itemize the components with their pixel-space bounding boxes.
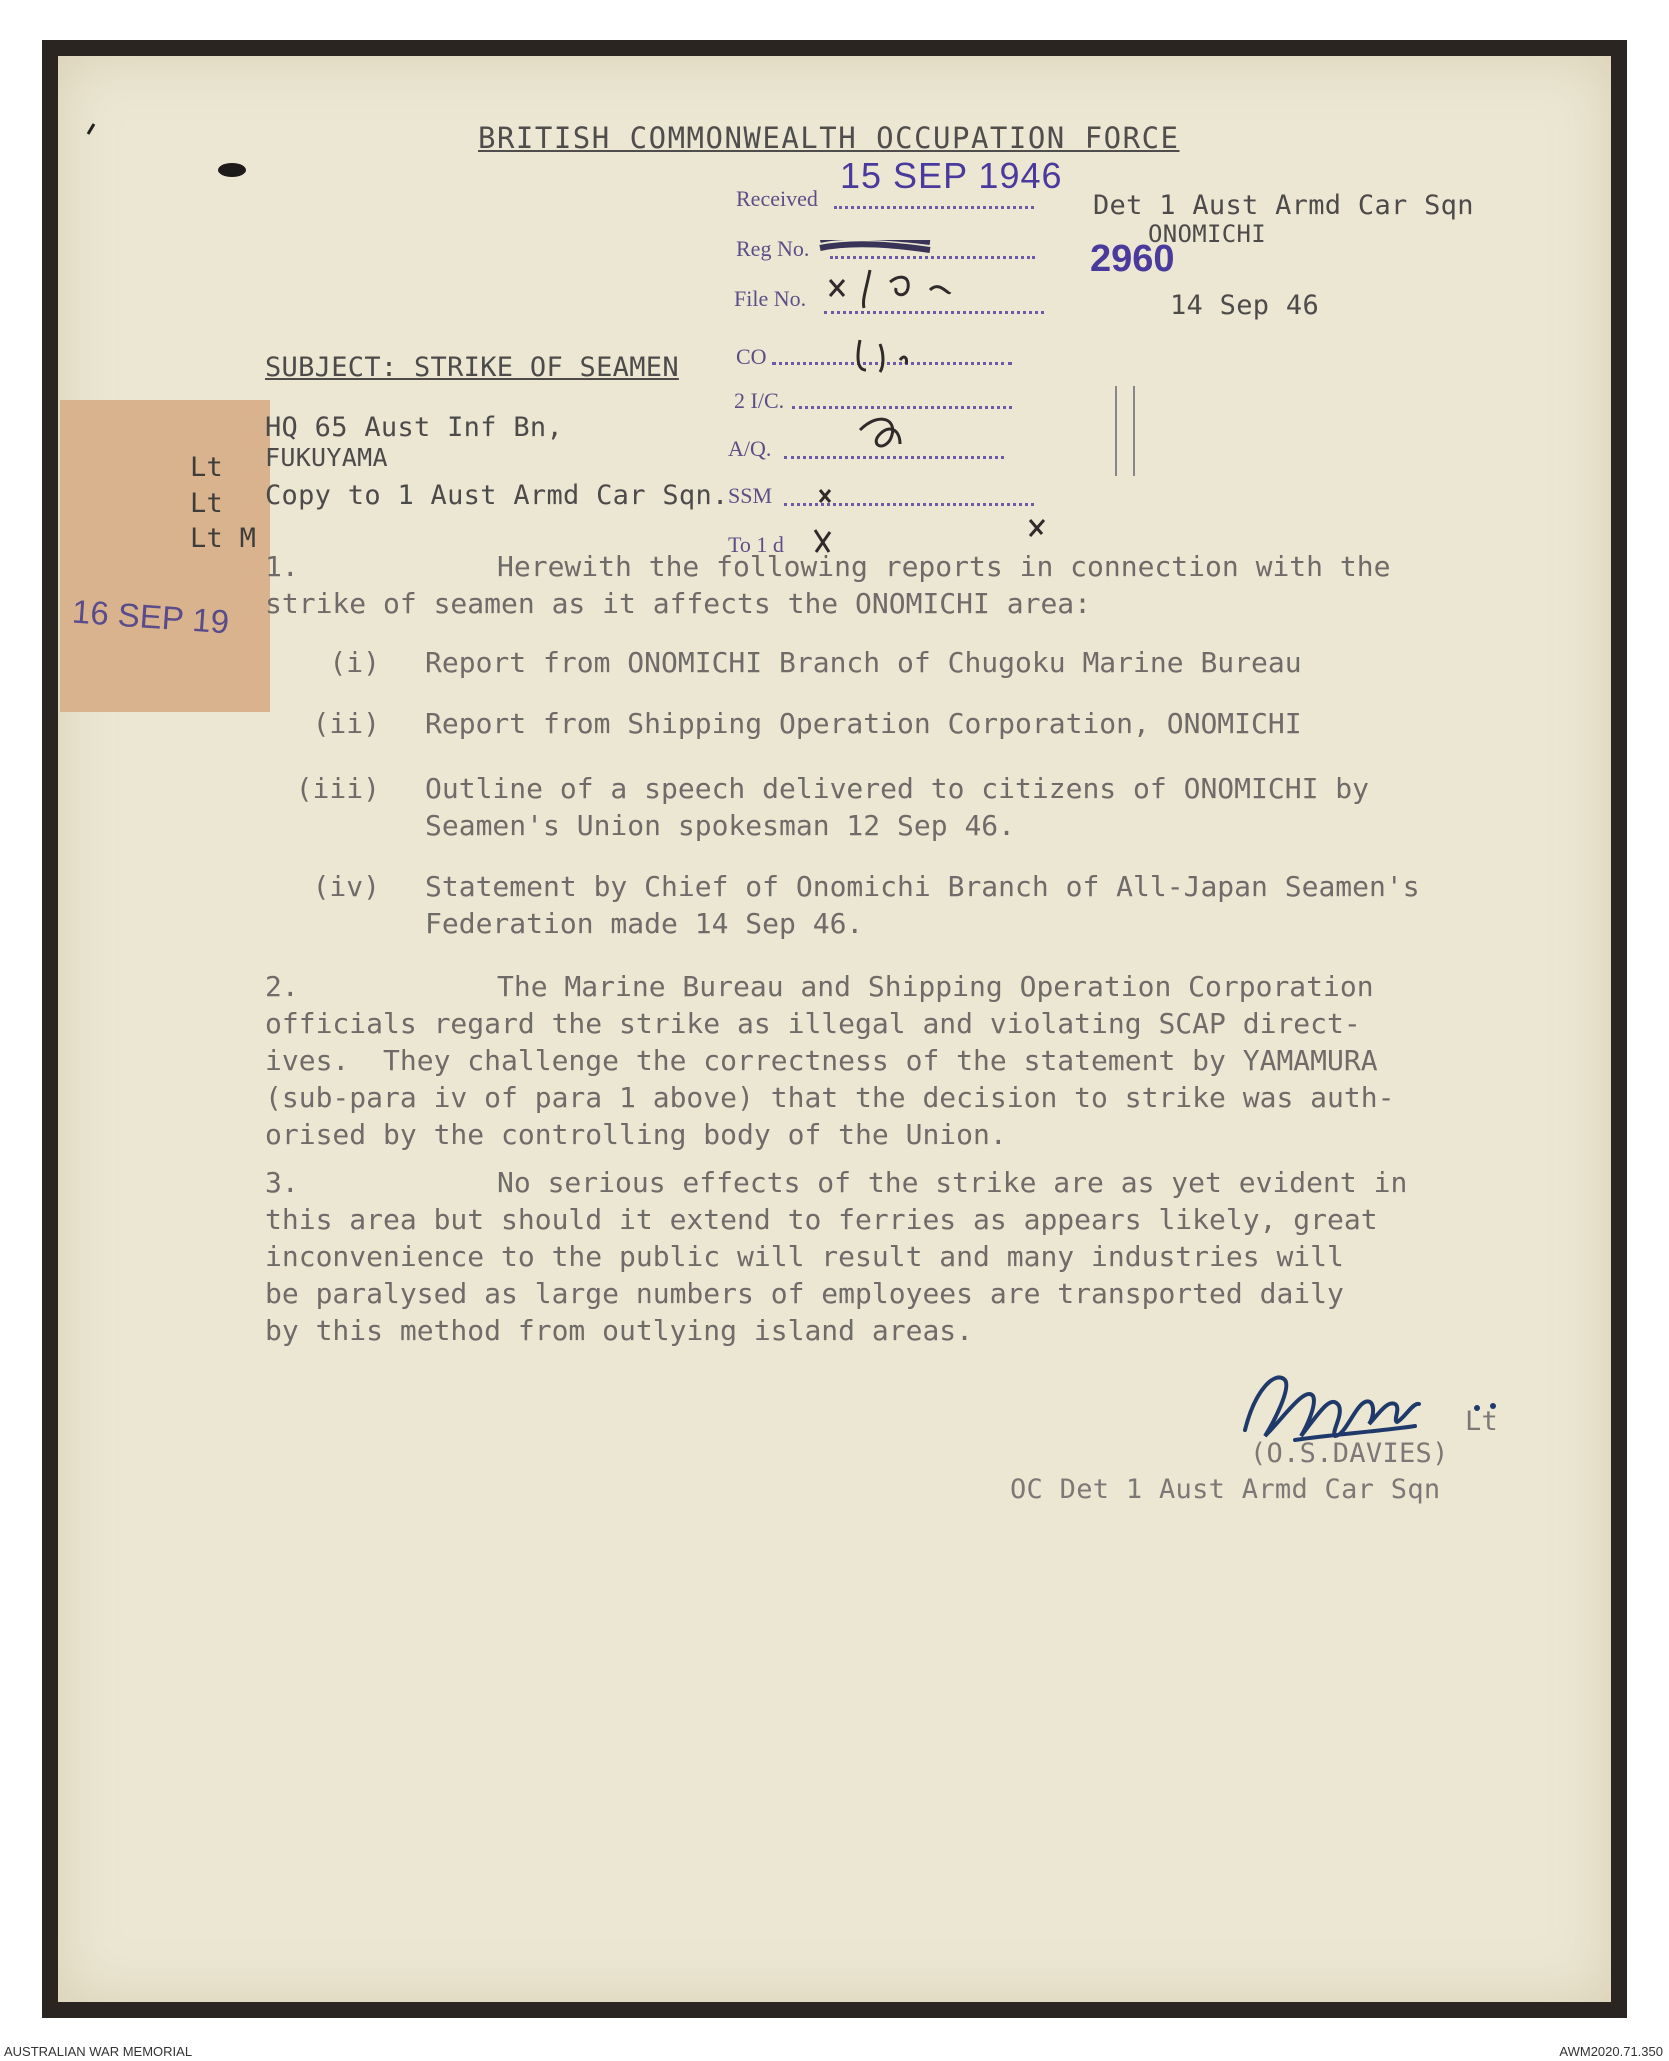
margin-note-2: Lt (190, 488, 224, 519)
paragraph-2-line-4: (sub-para iv of para 1 above) that the decision to strike was auth- (265, 1081, 1395, 1114)
side-date-stamp: 16 SEP 19 (70, 592, 231, 641)
paragraph-3-line-2: this area but should it extend to ferries as appears likely, great (265, 1203, 1378, 1236)
aq-label: A/Q. (728, 436, 772, 461)
stamp-handwriting (800, 240, 1100, 570)
received-label: Received (736, 186, 818, 211)
file-no-label: File No. (734, 286, 807, 311)
received-rule (834, 206, 1034, 209)
sub-item-text: Report from Shipping Operation Corporation, ONOMICHI (425, 707, 1302, 740)
document-heading: BRITISH COMMONWEALTH OCCUPATION FORCE (478, 121, 1180, 155)
ssm-label: SSM (728, 483, 773, 508)
sub-item-number: (ii) (312, 707, 380, 740)
sender-date: 14 Sep 46 (1170, 290, 1319, 321)
paragraph-1-number: 1. (265, 550, 299, 583)
paragraph-2-line-2: officials regard the strike as illegal and violating SCAP direct- (265, 1007, 1361, 1040)
margin-note-3: Lt M (190, 523, 257, 554)
margin-note-1: Lt (190, 452, 224, 483)
footer-right: AWM2020.71.350 (1559, 2044, 1663, 2059)
ink-marks (80, 120, 280, 280)
addressee-line-3: Copy to 1 Aust Armd Car Sqn. (265, 480, 729, 511)
paragraph-3-number: 3. (265, 1166, 299, 1199)
paragraph-2-number: 2. (265, 970, 299, 1003)
sub-item-text: Federation made 14 Sep 46. (425, 907, 864, 940)
paragraph-2-line-3: ives. They challenge the correctness of the statement by YAMAMURA (265, 1044, 1378, 1077)
paragraph-2-line-5: orised by the controlling body of the Union. (265, 1118, 1007, 1151)
sender-location: ONOMICHI (1148, 220, 1266, 248)
sub-item-number: (iii) (295, 772, 380, 805)
paragraph-2-line-1: The Marine Bureau and Shipping Operation Corporation (497, 970, 1374, 1003)
paragraph-1-line-1: Herewith the following reports in connection with the (497, 550, 1391, 583)
sub-item-text: Report from ONOMICHI Branch of Chugoku Marine Bureau (425, 646, 1302, 679)
paragraph-3-line-5: by this method from outlying island areas. (265, 1314, 974, 1347)
reg-no-label: Reg No. (736, 236, 810, 261)
stamp-box-edge (1115, 386, 1135, 476)
sub-item-text: Outline of a speech delivered to citizens of ONOMICHI by (425, 772, 1370, 805)
paragraph-3-line-3: inconvenience to the public will result and many industries will (265, 1240, 1344, 1273)
reg-no-value: 2960 (1090, 238, 1175, 280)
2ic-label: 2 I/C. (734, 388, 785, 413)
paragraph-3-line-4: be paralysed as large numbers of employees are transported daily (265, 1277, 1344, 1310)
paragraph-1-line-2: strike of seamen as it affects the ONOMICHI area: (265, 587, 1092, 620)
addressee-line-2: FUKUYAMA (265, 443, 388, 472)
signature-title: OC Det 1 Aust Armd Car Sqn (1010, 1474, 1441, 1505)
sender-unit: Det 1 Aust Armd Car Sqn (1093, 190, 1474, 221)
signature-name: (O.S.DAVIES) (1250, 1438, 1449, 1469)
addressee-line-1: HQ 65 Aust Inf Bn, (265, 412, 563, 443)
paragraph-3-line-1: No serious effects of the strike are as yet evident in (497, 1166, 1408, 1199)
sub-item-number: (iv) (312, 870, 380, 903)
to-label: To 1 d (728, 532, 784, 557)
sub-item-text: Statement by Chief of Onomichi Branch of All-Japan Seamen's (425, 870, 1420, 903)
footer-left: AUSTRALIAN WAR MEMORIAL (4, 2044, 193, 2059)
signature-rank: Lt (1465, 1406, 1499, 1437)
sub-item-text: Seamen's Union spokesman 12 Sep 46. (425, 809, 1016, 842)
received-date: 15 SEP 1946 (840, 155, 1063, 196)
sub-item-number: (i) (329, 646, 380, 679)
subject-line: SUBJECT: STRIKE OF SEAMEN (265, 352, 679, 383)
co-label: CO (736, 344, 767, 369)
